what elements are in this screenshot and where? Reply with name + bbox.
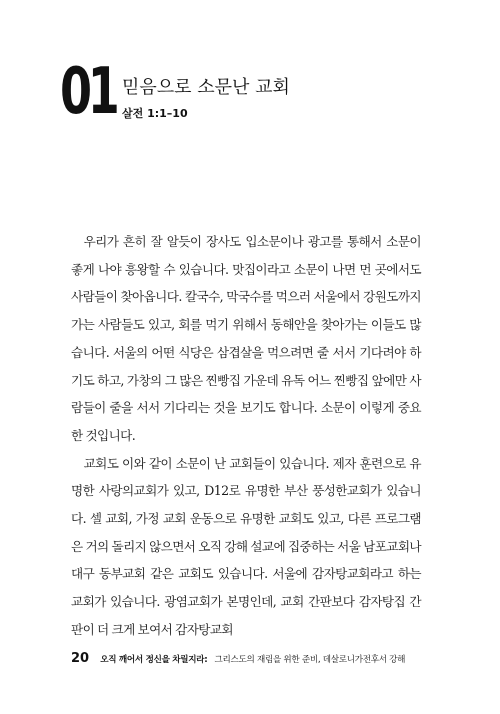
page-number: 20 (71, 651, 90, 666)
chapter-number: 01 (60, 55, 116, 129)
paragraph-2: 교회도 이와 같이 소문이 난 교회들이 있습니다. 제자 훈련으로 유명한 사랑의교회가 있고, D12로 유명한 부산 풍성한교회가 있습니다. 셀 교회, 가정 교회 운동으로 유명한 교회도 있고, 다른 프로그램은 거의 돌리지 않으면서 오직 강해 설교에 집중하는 서울 남포교회나 대구 동부교회 같은 교회도 있습니다. 서울에 감자탕교회라고 하는 교회가 있습니다. 광염교회가 본명인데, 교회 간판보다 감자탕집 간판이 더 크게 보여서 감자탕교회 (71, 455, 421, 637)
page-footer (71, 647, 451, 666)
scripture-reference: 살전 1:1–10 (122, 107, 188, 120)
body-text (71, 228, 421, 644)
paragraph-1: 우리가 흔히 잘 알듯이 장사도 입소문이나 광고를 통해서 소문이 좋게 나야 흥왕할 수 있습니다. 맛집이라고 소문이 나면 먼 곳에서도 사람들이 찾아옵니다. 칼국수, 막국수를 먹으러 서울에서 강원도까지 가는 사람들도 있고, 회를 먹기 위해서 동해안을 찾아가는 이들도 많습니다. 서울의 어떤 식당은 삼겹살을 먹으려면 줄 서서 기다려야 하기도 하고, 가창의 그 많은 찐빵집 가운데 유독 어느 찐빵집 앞에만 사람들이 줄을 서서 기다리는 것을 보기도 합니다. 소문이 이렇게 중요한 것입니다. (71, 234, 421, 443)
running-book-title: 오직 깨어서 정신을 차릴지라: (100, 655, 208, 665)
chapter-header (60, 55, 460, 130)
running-book-subtitle: 그리스도의 재림을 위한 준비, 데살로니가전후서 강해 (214, 655, 406, 665)
chapter-title: 믿음으로 소문난 교회 (122, 77, 290, 98)
